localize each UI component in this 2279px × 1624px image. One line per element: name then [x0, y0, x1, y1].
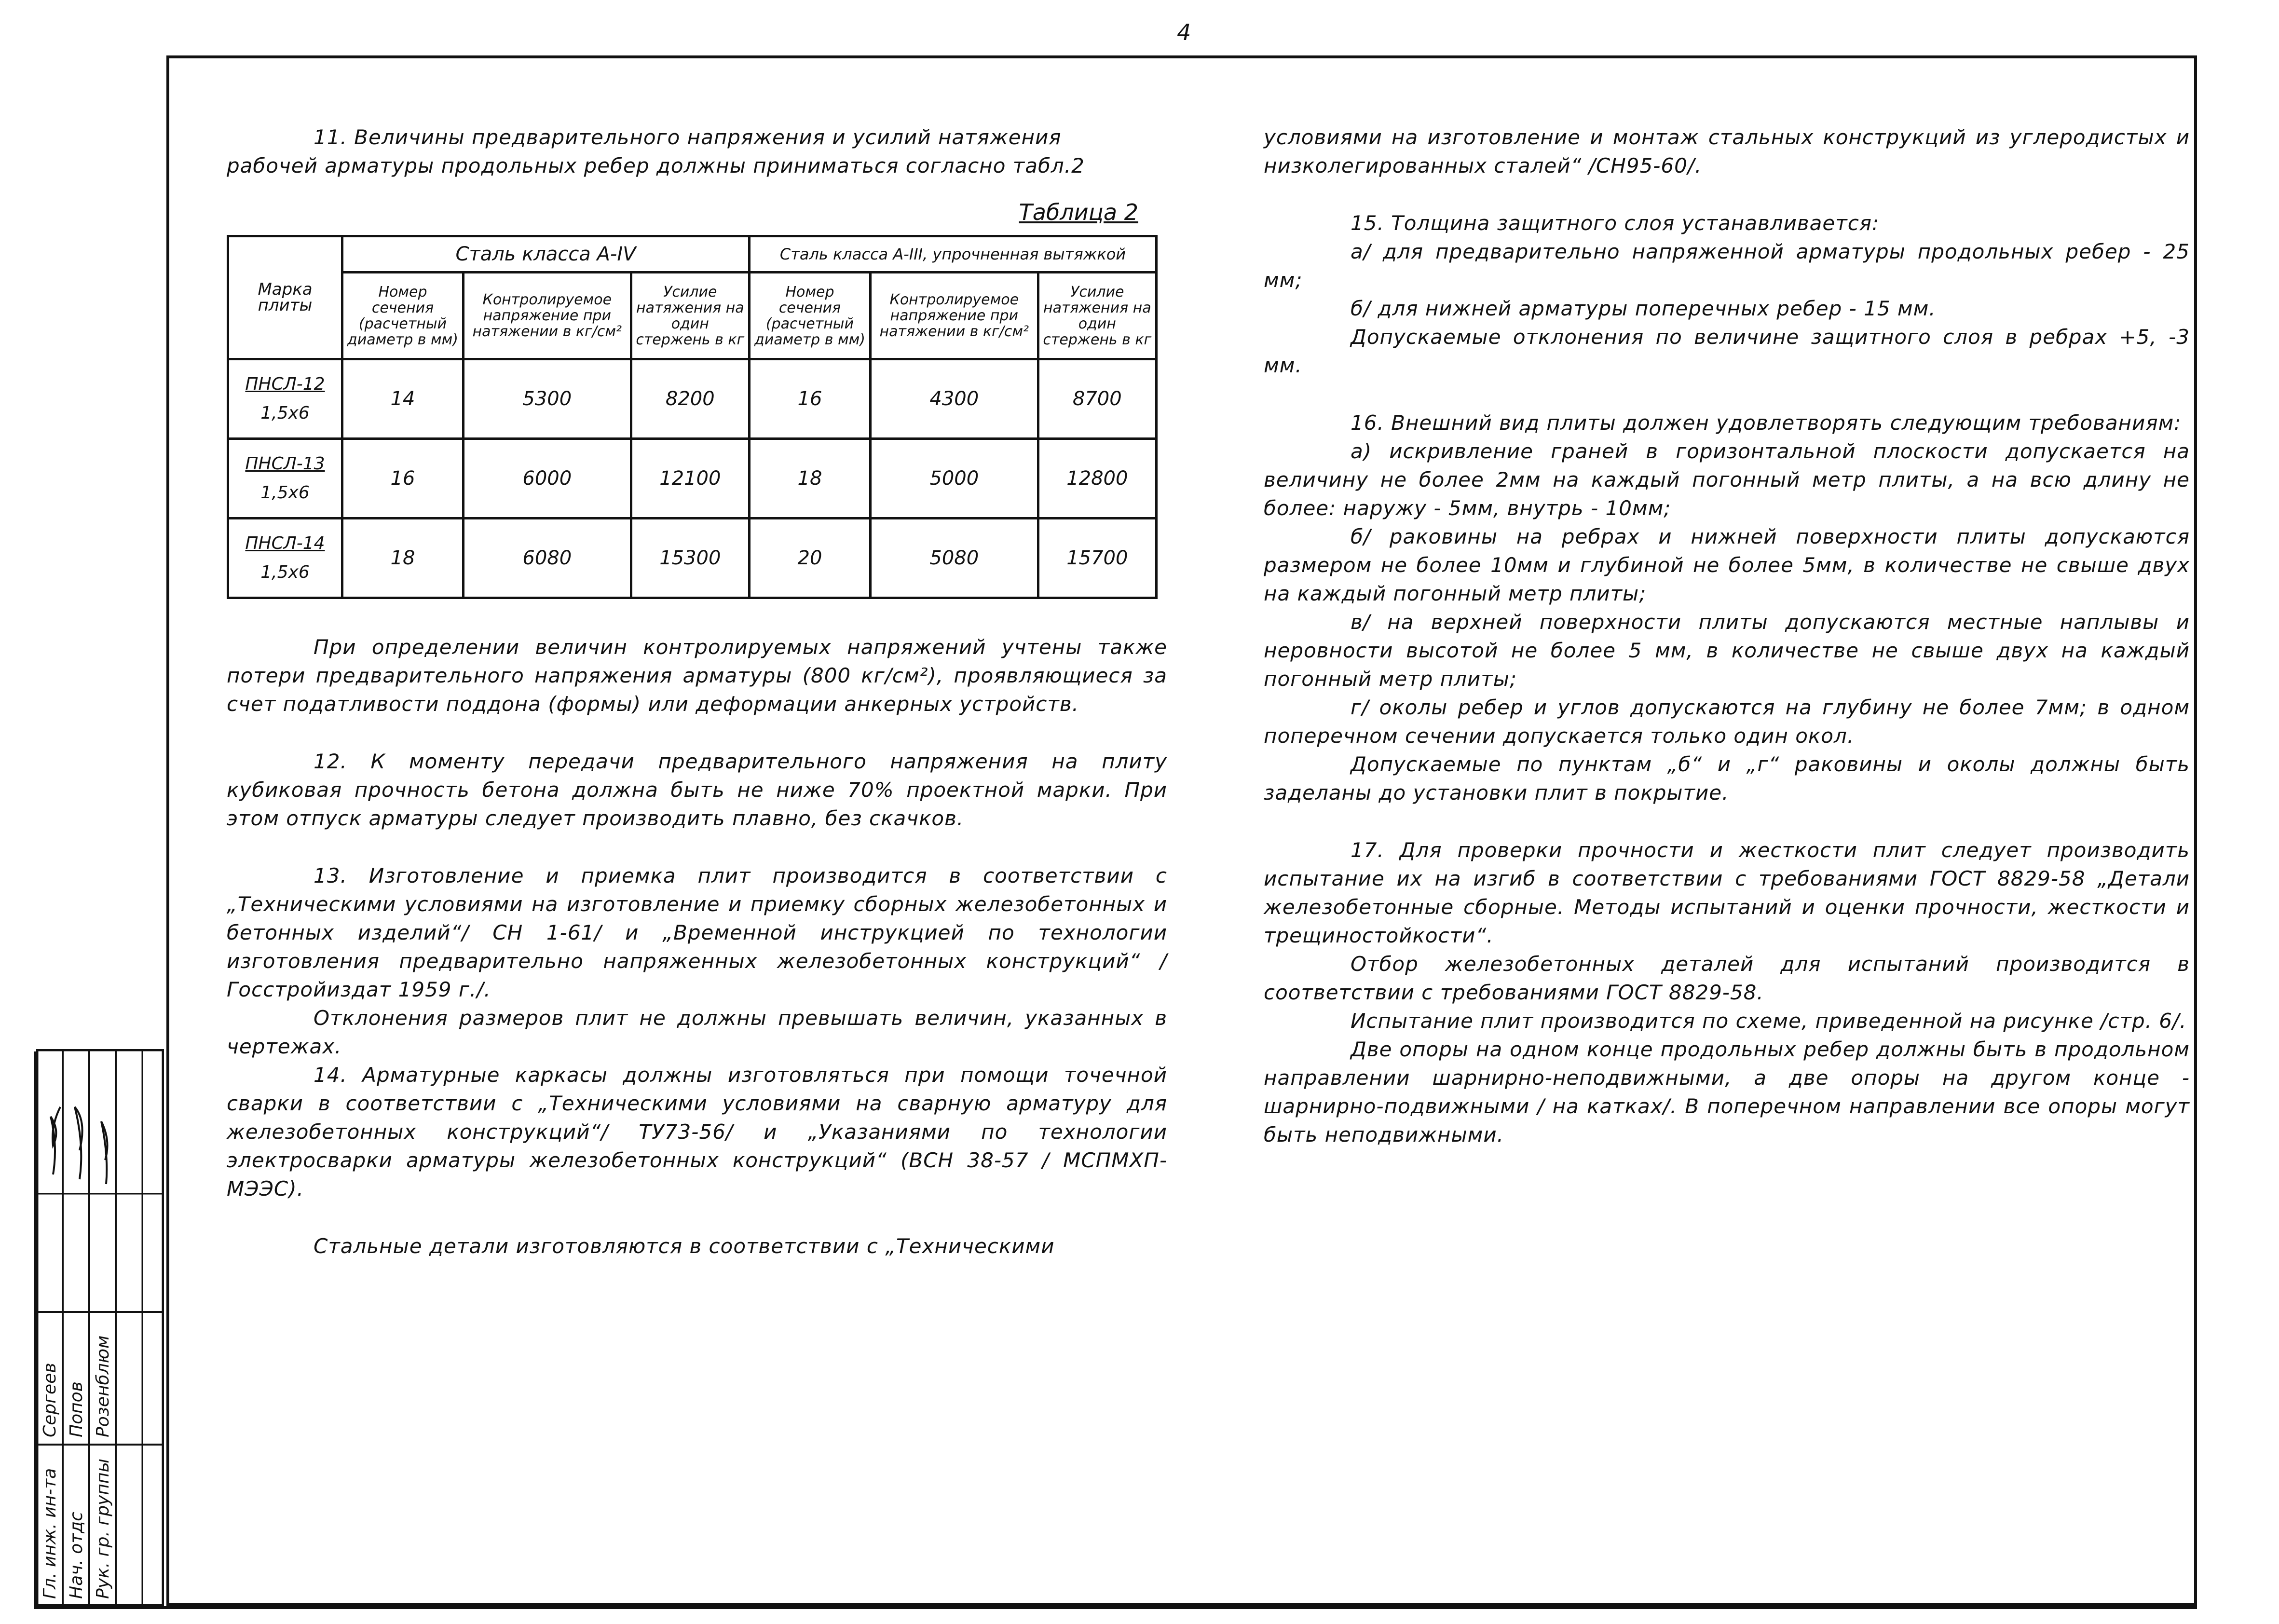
- table-caption: Таблица 2: [1019, 199, 1138, 225]
- cell-plate-mark: [228, 359, 342, 439]
- paragraph: Отбор железобетонных деталей для испытаний производится в соответствии с требованиями ГОСТ 8829-58.: [1264, 952, 2190, 1004]
- stamp-name-3: Розенблюм: [93, 1335, 113, 1437]
- title-stamp: [36, 1049, 164, 1606]
- table-row: [228, 359, 1157, 439]
- paragraph: Стальные детали изготовляются в соответствии с „Техническими: [314, 1234, 1055, 1258]
- table-cell: 18: [749, 439, 870, 519]
- plate-mark: ПНСЛ-12: [245, 374, 325, 394]
- paragraph-gap: [1264, 807, 2190, 836]
- table-cell: 8700: [1038, 359, 1156, 439]
- signature-3: [101, 1121, 108, 1184]
- table-cell: 14: [342, 359, 464, 439]
- paragraph: 14. Арматурные каркасы должны изготовляться при помощи точечной сварки в соответствии с „Техническими условиями на сварную арматуру для железобетонных конструкций“/ ТУ73-56/ и „Указаниями по технологии электросварки арматуры железобетонных конструкций“ (ВСН 38-57 / МСПМХП-МЭЭС).: [227, 1063, 1167, 1201]
- paragraph: 16. Внешний вид плиты должен удовлетворять следующим требованиям:: [1351, 411, 2182, 435]
- signature-2: [75, 1107, 82, 1179]
- cell-plate-mark: [228, 439, 342, 519]
- paragraph: 17. Для проверки прочности и жесткости плит следует производить испытание их на изгиб в соответствии с требованиями ГОСТ 8829-58 „Детали железобетонные сборные. Методы испытаний и оценки прочности, жесткости и трещиностойкости“.: [1264, 838, 2190, 947]
- paragraph: б/ для нижней арматуры поперечных ребер - 15 мм.: [1351, 297, 1936, 320]
- paragraph: а/ для предварительно напряженной арматуры продольных ребер - 25 мм;: [1264, 240, 2190, 292]
- table-cell: 16: [749, 359, 870, 439]
- left-paragraphs: [227, 633, 1167, 1260]
- paragraph-gap: [227, 718, 1167, 747]
- stamp-name-2: Попов: [67, 1381, 86, 1437]
- signature-1: [51, 1107, 60, 1174]
- paragraph-gap: [1264, 380, 2190, 409]
- table-cell: 5300: [463, 359, 631, 439]
- stamp-role-3: Рук. гр. группы: [93, 1459, 113, 1599]
- table-cell: 18: [342, 519, 464, 598]
- table-cell: 5000: [870, 439, 1038, 519]
- paragraph-gap: [1264, 180, 2190, 209]
- paragraph: Две опоры на одном конце продольных ребер должны быть в продольном направлении шарнирно-неподвижными, а две опоры на другом конце - шарнирно-подвижными / на катках/. В поперечном направлении все опоры могут быть неподвижными.: [1264, 1037, 2190, 1146]
- table-cell: 4300: [870, 359, 1038, 439]
- table-cell: 12100: [631, 439, 749, 519]
- plate-size: 1,5х6: [260, 403, 310, 423]
- paragraph: Отклонения размеров плит не должны превышать величин, указанных в чертежах.: [227, 1006, 1167, 1058]
- intro-line-2: рабочей арматуры продольных ребер должны приниматься согласно табл.2: [227, 154, 1085, 177]
- paragraph: Допускаемые по пунктам „б“ и „г“ раковины и околы должны быть заделаны до установки плит в покрытие.: [1264, 752, 2190, 805]
- paragraph: 15. Толщина защитного слоя устанавливается:: [1351, 211, 1880, 235]
- table-row: [228, 439, 1157, 519]
- table-cell: 16: [342, 439, 464, 519]
- plate-mark: ПНСЛ-14: [245, 533, 325, 553]
- paragraph: Испытание плит производится по схеме, приведенной на рисунке /стр. 6/.: [1351, 1009, 2187, 1033]
- plate-mark: ПНСЛ-13: [245, 454, 325, 474]
- paragraph: б/ раковины на ребрах и нижней поверхности плиты допускаются размером не более 10мм и глубиной не более 5мм, в количестве не свыше двух на каждый погонный метр плиты;: [1264, 525, 2190, 605]
- table-cell: 6000: [463, 439, 631, 519]
- table-cell: 15700: [1038, 519, 1156, 598]
- prestress-table: [227, 235, 1158, 599]
- paragraph: 12. К моменту передачи предварительного напряжения на плиту кубиковая прочность бетона должна быть не ниже 70% проектной марки. При этом отпуск арматуры следует производить плавно, без скачков.: [227, 750, 1167, 830]
- table-cell: 5080: [870, 519, 1038, 598]
- header-group-2: Сталь класса А-III, упрочненная вытяжкой: [749, 236, 1156, 273]
- paragraph: г/ околы ребер и углов допускаются на глубину не более 7мм; в одном поперечном сечении допускается только один окол.: [1264, 696, 2190, 748]
- plate-size: 1,5х6: [260, 562, 310, 582]
- table-cell: 6080: [463, 519, 631, 598]
- cell-plate-mark: [228, 519, 342, 598]
- table-cell: 12800: [1038, 439, 1156, 519]
- stamp-name-1: Сергеев: [40, 1363, 60, 1437]
- page-number: 4: [1177, 19, 1191, 45]
- table-cell: 20: [749, 519, 870, 598]
- table-cell: 15300: [631, 519, 749, 598]
- paragraph-gap: [227, 832, 1167, 861]
- header-group-1: Сталь класса А-IV: [342, 236, 750, 273]
- stamp-role-2: Нач. отдс: [67, 1512, 86, 1599]
- left-column: [227, 123, 1167, 1260]
- frame-bottom-line: [34, 1606, 2197, 1609]
- paragraph: При определении величин контролируемых напряжений учтены также потери предварительного напряжения арматуры (800 кг/см²), проявляющиеся за счет податливости поддона (формы) или деформации анкерных устройств.: [227, 635, 1167, 716]
- intro-line-1: 11. Величины предварительного напряжения и усилий натяжения: [314, 125, 1062, 149]
- paragraph: в/ на верхней поверхности плиты допускаются местные наплывы и неровности высотой не более 5 мм, в количестве не свыше двух на каждый погонный метр плиты;: [1264, 610, 2190, 691]
- paragraph: Допускаемые отклонения по величине защитного слоя в ребрах +5, -3 мм.: [1264, 325, 2190, 377]
- header-col-1: Номер сечения (расчетный диаметр в мм): [342, 273, 464, 359]
- paragraph: условиями на изготовление и монтаж стальных конструкций из углеродистых и низколегированных сталей“ /СН95-60/.: [1264, 125, 2190, 177]
- table-cell: 8200: [631, 359, 749, 439]
- right-column: [1264, 123, 2190, 1149]
- table-row: [228, 519, 1157, 598]
- header-col-4: Номер сечения (расчетный диаметр в мм): [749, 273, 870, 359]
- header-col-5: Контролируемое напряжение при натяжении в кг/см²: [870, 273, 1038, 359]
- paragraph: а) искривление граней в горизонтальной плоскости допускается на величину не более 2мм на каждый погонный метр плиты, а на всю длину не более: наружу - 5мм, внутрь - 10мм;: [1264, 439, 2190, 520]
- header-col-3: Усилие натяжения на один стержень в кг: [631, 273, 749, 359]
- paragraph-gap: [227, 1203, 1167, 1232]
- right-paragraphs: [1264, 123, 2190, 1149]
- stamp-role-1: Гл. инж. ин-та: [40, 1468, 60, 1599]
- header-col-6: Усилие натяжения на один стержень в кг: [1038, 273, 1156, 359]
- plate-size: 1,5х6: [260, 483, 310, 503]
- paragraph: 13. Изготовление и приемка плит производится в соответствии с „Техническими условиями на изготовление и приемку сборных железобетонных и бетонных изделий“/ СН 1-61/ и „Временной инструкцией по технологии изготовления предварительно напряженных железобетонных конструкций“ / Госстройиздат 1959 г./.: [227, 864, 1167, 1001]
- table-body: [228, 359, 1157, 598]
- header-mark: Марка плиты: [228, 236, 342, 359]
- header-col-2: Контролируемое напряжение при натяжении в кг/см²: [463, 273, 631, 359]
